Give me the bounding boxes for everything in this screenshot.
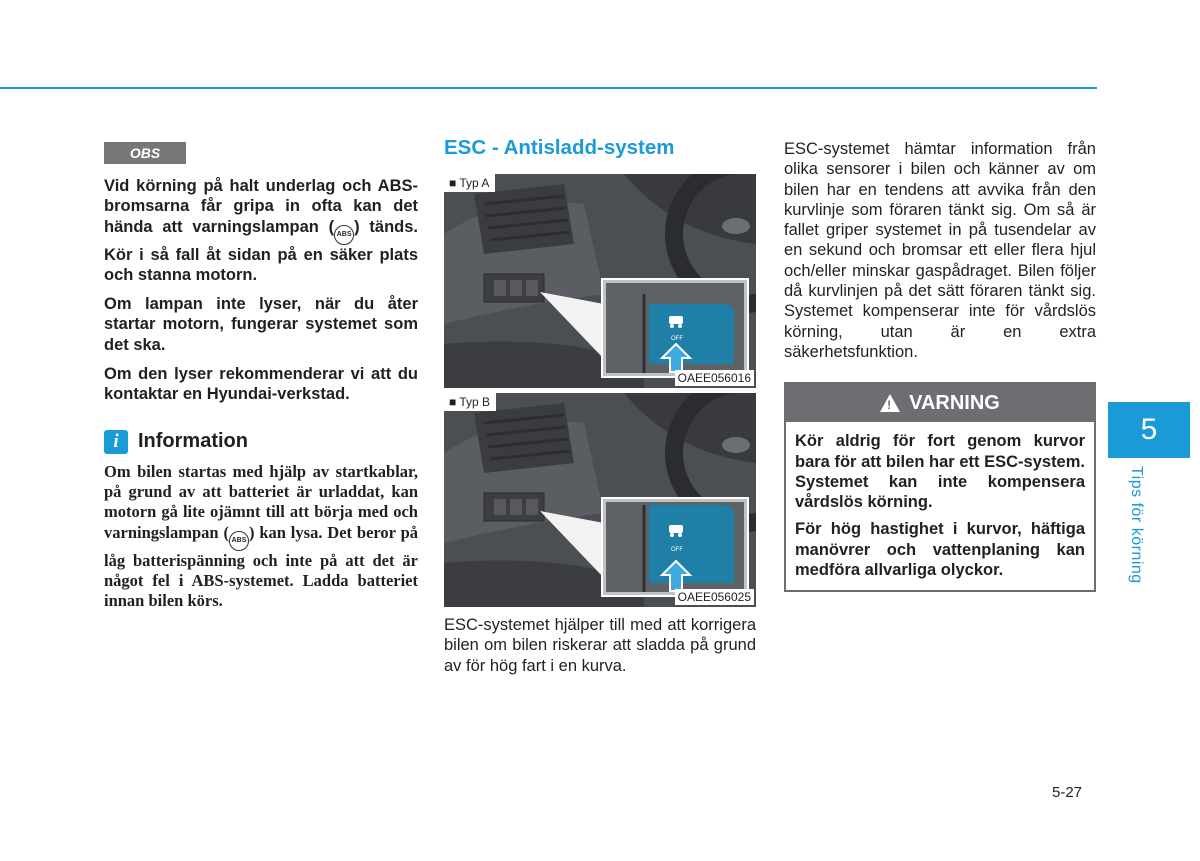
header-rule [0, 87, 1097, 89]
figure-code-a: OAEE056016 [675, 370, 754, 386]
esc-description: ESC-systemet hämtar information från olika sensorer i bilen och känner av om bilen har en tendens att avvika från den kurvlinje som föraren tänkt sig. Om så är fallet griper systemet in på tusendelar av en sekund och bromsar ett eller flera hjul och/eller minskar gaspådraget. Bilen följer då kurvlinjen på det sätt föraren tänkt sig. Systemet kompenserar inte för vårdslös körning, utan är en extra säkerhetsfunktion. [784, 140, 1096, 361]
figure-label-typ-a: ■ Typ A [444, 174, 495, 192]
right-column [784, 139, 1096, 592]
abs-warning-icon: ABS [334, 225, 354, 245]
abs-warning-icon: ABS [229, 531, 249, 551]
warning-header [786, 384, 1094, 422]
warning-paragraph-2: För hög hastighet i kurvor, häftiga manövrer och vattenplaning kan medföra allvarliga olyckor. [795, 520, 1085, 580]
left-column [104, 142, 418, 611]
warning-paragraph-1: Kör aldrig för fort genom kurvor bara för att bilen har ett ESC-system. Systemet kan inte kompensera vårdslös körning. [795, 432, 1085, 512]
obs-paragraph-3: Om den lyser rekommenderar vi att du kontaktar en Hyundai-verkstad. [104, 365, 418, 404]
warning-body [786, 422, 1094, 590]
figure-code-b: OAEE056025 [675, 589, 754, 605]
info-icon: i [104, 430, 128, 454]
chapter-tab[interactable]: 5 [1108, 402, 1190, 458]
esc-off-label: OFF [671, 336, 683, 342]
information-heading [104, 430, 418, 454]
figure-typ-a [444, 174, 756, 388]
section-title: ESC - Antisladd-system [444, 136, 675, 159]
warning-box [784, 382, 1096, 592]
obs-label: OBS [104, 142, 186, 164]
figure-typ-b [444, 393, 756, 607]
obs-paragraph-2: Om lampan inte lyser, när du åter startar motorn, fungerar systemet som det ska. [104, 295, 418, 354]
page-number: 5-27 [1052, 784, 1083, 801]
warning-triangle-icon: ! [880, 394, 900, 412]
dashboard-illustration [444, 393, 756, 607]
warning-title: VARNING [909, 391, 1000, 414]
information-title: Information [138, 430, 248, 453]
information-text: Om bilen startas med hjälp av startkablar, på grund av att batteriet är urladdat, kan motorn gå lite ojämnt till att börja med och varningslampan ( ABS ) kan lysa. Det beror på låg batterispänning och inte på att det är något fel i ABS-systemet. Ladda batteriet innan bilen körs. [104, 461, 418, 611]
esc-caption: ESC-systemet hjälper till med att korrigera bilen om bilen riskerar att sladda på grund av för hög fart i en kurva. [444, 616, 756, 675]
middle-column [444, 134, 756, 676]
dashboard-illustration [444, 174, 756, 388]
figure-label-typ-b: ■ Typ B [444, 393, 496, 411]
obs-paragraph-1: Vid körning på halt underlag och ABS-bromsarna får gripa in ofta kan det hända att varningslampan ( ABS ) tänds. Kör i så fall åt sidan på en säker plats och stanna motorn. [104, 177, 419, 284]
esc-off-label: OFF [671, 547, 683, 553]
chapter-title: Tips för körning [1128, 466, 1145, 584]
